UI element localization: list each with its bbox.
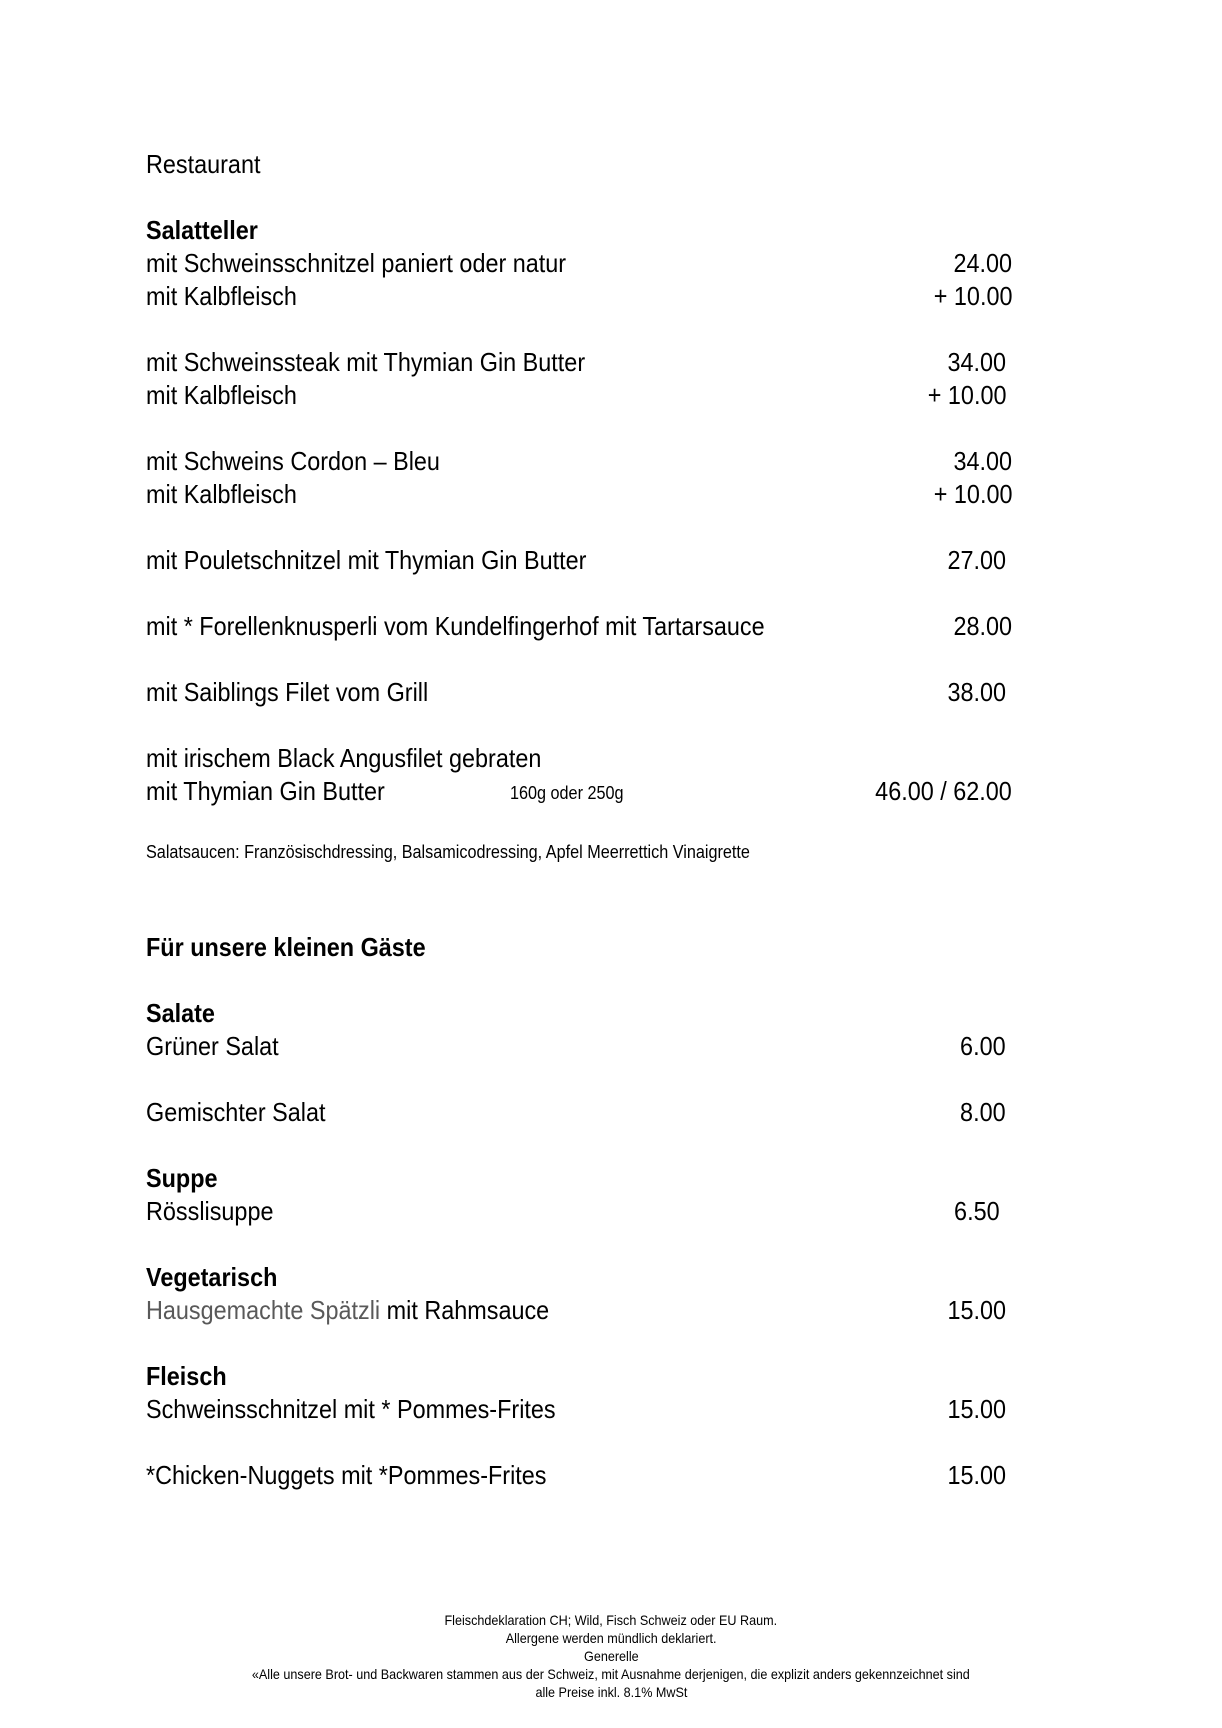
menu-item-name: Gemischter Salat (146, 1097, 326, 1127)
menu-item-price: 28.00 (953, 611, 1012, 641)
menu-item-name: mit irischem Black Angusfilet gebraten (146, 743, 542, 773)
footer-line: Allergene werden mündlich deklariert. (505, 1630, 717, 1646)
section-heading-fleisch: Fleisch (146, 1361, 227, 1391)
menu-item-name: mit Schweinsschnitzel paniert oder natur (146, 248, 567, 278)
menu-item-name-muted: Hausgemachte Spätzli (146, 1295, 381, 1325)
section-heading-kids: Für unsere kleinen Gäste (146, 932, 426, 962)
menu-item-price: 46.00 / 62.00 (875, 776, 1012, 806)
menu-item-price: 15.00 (947, 1394, 1006, 1424)
menu-item-name: Rösslisuppe (146, 1196, 274, 1226)
dressing-note: Salatsaucen: Französischdressing, Balsamicodressing, Apfel Meerrettich Vinaigrette (146, 842, 750, 862)
menu-item-name: mit Kalbfleisch (146, 380, 297, 410)
footer-line: Generelle (583, 1648, 639, 1664)
menu-item-price: 8.00 (960, 1097, 1006, 1127)
section-heading-vegetarisch: Vegetarisch (146, 1262, 278, 1292)
menu-item-name: Schweinsschnitzel mit * Pommes-Frites (146, 1394, 556, 1424)
menu-item-name: mit * Forellenknusperli vom Kundelfingerhof mit Tartarsauce (146, 611, 765, 641)
menu-item-name: mit Kalbfleisch (146, 281, 297, 311)
section-heading-salate: Salate (146, 998, 215, 1028)
menu-item-price: + 10.00 (933, 479, 1012, 509)
menu-item-price: 6.00 (960, 1031, 1006, 1061)
footer-line: Fleischdeklaration CH; Wild, Fisch Schweiz oder EU Raum. (444, 1612, 778, 1628)
menu-item-name: mit Pouletschnitzel mit Thymian Gin Butter (146, 545, 587, 575)
menu-item-name: mit Saiblings Filet vom Grill (146, 677, 429, 707)
menu-item-price: 24.00 (953, 248, 1012, 278)
menu-item-price: + 10.00 (927, 380, 1006, 410)
menu-item-price: 34.00 (947, 347, 1006, 377)
menu-item-name: mit Schweinssteak mit Thymian Gin Butter (146, 347, 586, 377)
menu-item-price: 6.50 (954, 1196, 1000, 1226)
menu-item-name-rest: mit Rahmsauce (380, 1295, 550, 1325)
menu-item-name: mit Schweins Cordon – Bleu (146, 446, 440, 476)
menu-item-name (146, 1293, 549, 1327)
portion-note: 160g oder 250g (510, 783, 624, 803)
menu-item-price: 15.00 (947, 1295, 1006, 1325)
menu-item-name: *Chicken-Nuggets mit *Pommes-Frites (146, 1460, 547, 1490)
footer-line: «Alle unsere Brot- und Backwaren stammen aus der Schweiz, mit Ausnahme derjenigen, die explizit anders gekennzeichnet sind (252, 1666, 970, 1682)
menu-item-name: mit Kalbfleisch (146, 479, 297, 509)
footer-line: alle Preise inkl. 8.1% MwSt (535, 1684, 687, 1700)
menu-item-price: 27.00 (947, 545, 1006, 575)
menu-item-name: mit Thymian Gin Butter (146, 776, 385, 806)
section-heading-suppe: Suppe (146, 1163, 218, 1193)
section-heading-salatteller: Salatteller (146, 215, 258, 245)
menu-item-name: Grüner Salat (146, 1031, 279, 1061)
menu-item-price: 15.00 (947, 1460, 1006, 1490)
page-title: Restaurant (146, 149, 261, 179)
menu-item-price: 38.00 (947, 677, 1006, 707)
menu-item-price: + 10.00 (933, 281, 1012, 311)
menu-item-price: 34.00 (953, 446, 1012, 476)
